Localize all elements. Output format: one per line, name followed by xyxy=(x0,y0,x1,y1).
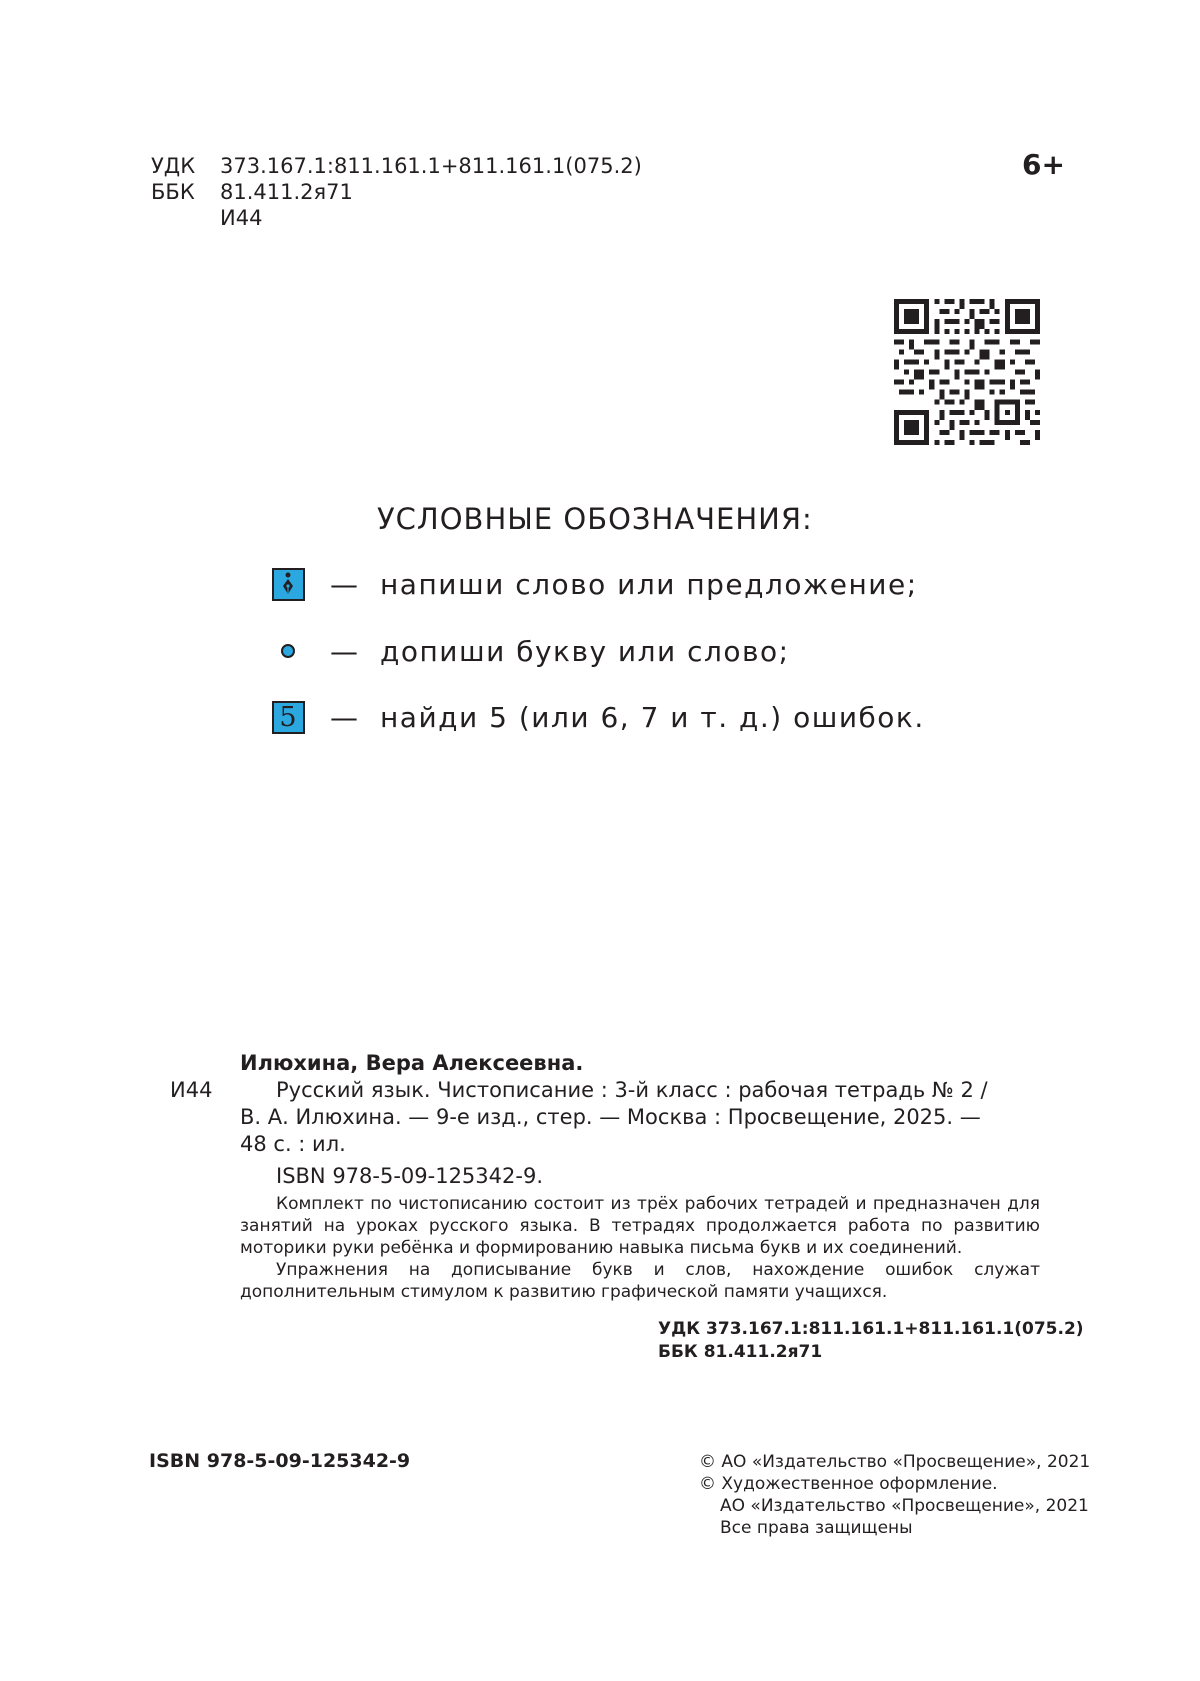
bib-line2: В. А. Илюхина. — 9-е изд., стер. — Москва : Просвещение, 2025. — xyxy=(240,1105,981,1129)
number-5-icon: 5 xyxy=(272,701,305,734)
copyright-2: © Художественное оформление. xyxy=(699,1474,998,1494)
legend-text-write: напиши слово или предложение; xyxy=(380,567,918,601)
copyright-3: АО «Издательство «Просвещение», 2021 xyxy=(720,1496,1089,1516)
bbk-value: 81.411.2я71 xyxy=(220,180,353,204)
bbk-label: ББК xyxy=(151,180,195,204)
bib-mark: И44 xyxy=(170,1078,213,1102)
bib-udk: УДК 373.167.1:811.161.1+811.161.1(075.2) xyxy=(658,1319,1084,1339)
bib-author: Илюхина, Вера Алексеевна. xyxy=(240,1051,584,1075)
legend-item-write xyxy=(270,564,918,604)
udk-label: УДК xyxy=(151,154,196,178)
bib-line1: Русский язык. Чистописание : 3-й класс : рабочая тетрадь № 2 / xyxy=(276,1078,988,1102)
legend-text-errors: найди 5 (или 6, 7 и т. д.) ошибок. xyxy=(380,700,925,734)
bib-line3: 48 с. : ил. xyxy=(240,1132,346,1156)
pen-nib-icon xyxy=(272,568,305,601)
bib-annotation-2: Упражнения на дописывание букв и слов, нахождение ошибок служат дополнительным стимулом к развитию графической памяти учащихся. xyxy=(240,1260,1040,1302)
qr-code-icon xyxy=(894,299,1040,445)
legend-item-complete xyxy=(270,631,790,671)
udk-value: 373.167.1:811.161.1+811.161.1(075.2) xyxy=(220,154,642,178)
bib-annotation-1: Комплект по чистописанию состоит из трёх рабочих тетрадей и предназначен для занятий на уроках русского языка. В тетрадях продолжается работа по развитию моторики руки ребёнка и формированию навыка письма букв и их соединений. xyxy=(240,1194,1040,1258)
legend-dash: — xyxy=(330,634,358,668)
legend-title: УСЛОВНЫЕ ОБОЗНАЧЕНИЯ: xyxy=(377,502,813,536)
footer-isbn: ISBN 978-5-09-125342-9 xyxy=(149,1450,411,1472)
dot-icon xyxy=(281,644,295,658)
author-mark: И44 xyxy=(220,206,263,230)
age-rating: 6+ xyxy=(1022,148,1065,181)
legend-dash: — xyxy=(330,567,358,601)
bib-bbk: ББК 81.411.2я71 xyxy=(658,1342,823,1362)
legend-item-errors xyxy=(270,697,925,737)
legend-dash: — xyxy=(330,700,358,734)
copyright-1: © АО «Издательство «Просвещение», 2021 xyxy=(699,1452,1091,1472)
rights-reserved: Все права защищены xyxy=(720,1518,913,1538)
bib-isbn: ISBN 978-5-09-125342-9. xyxy=(276,1164,543,1188)
legend-text-complete: допиши букву или слово; xyxy=(380,634,790,668)
